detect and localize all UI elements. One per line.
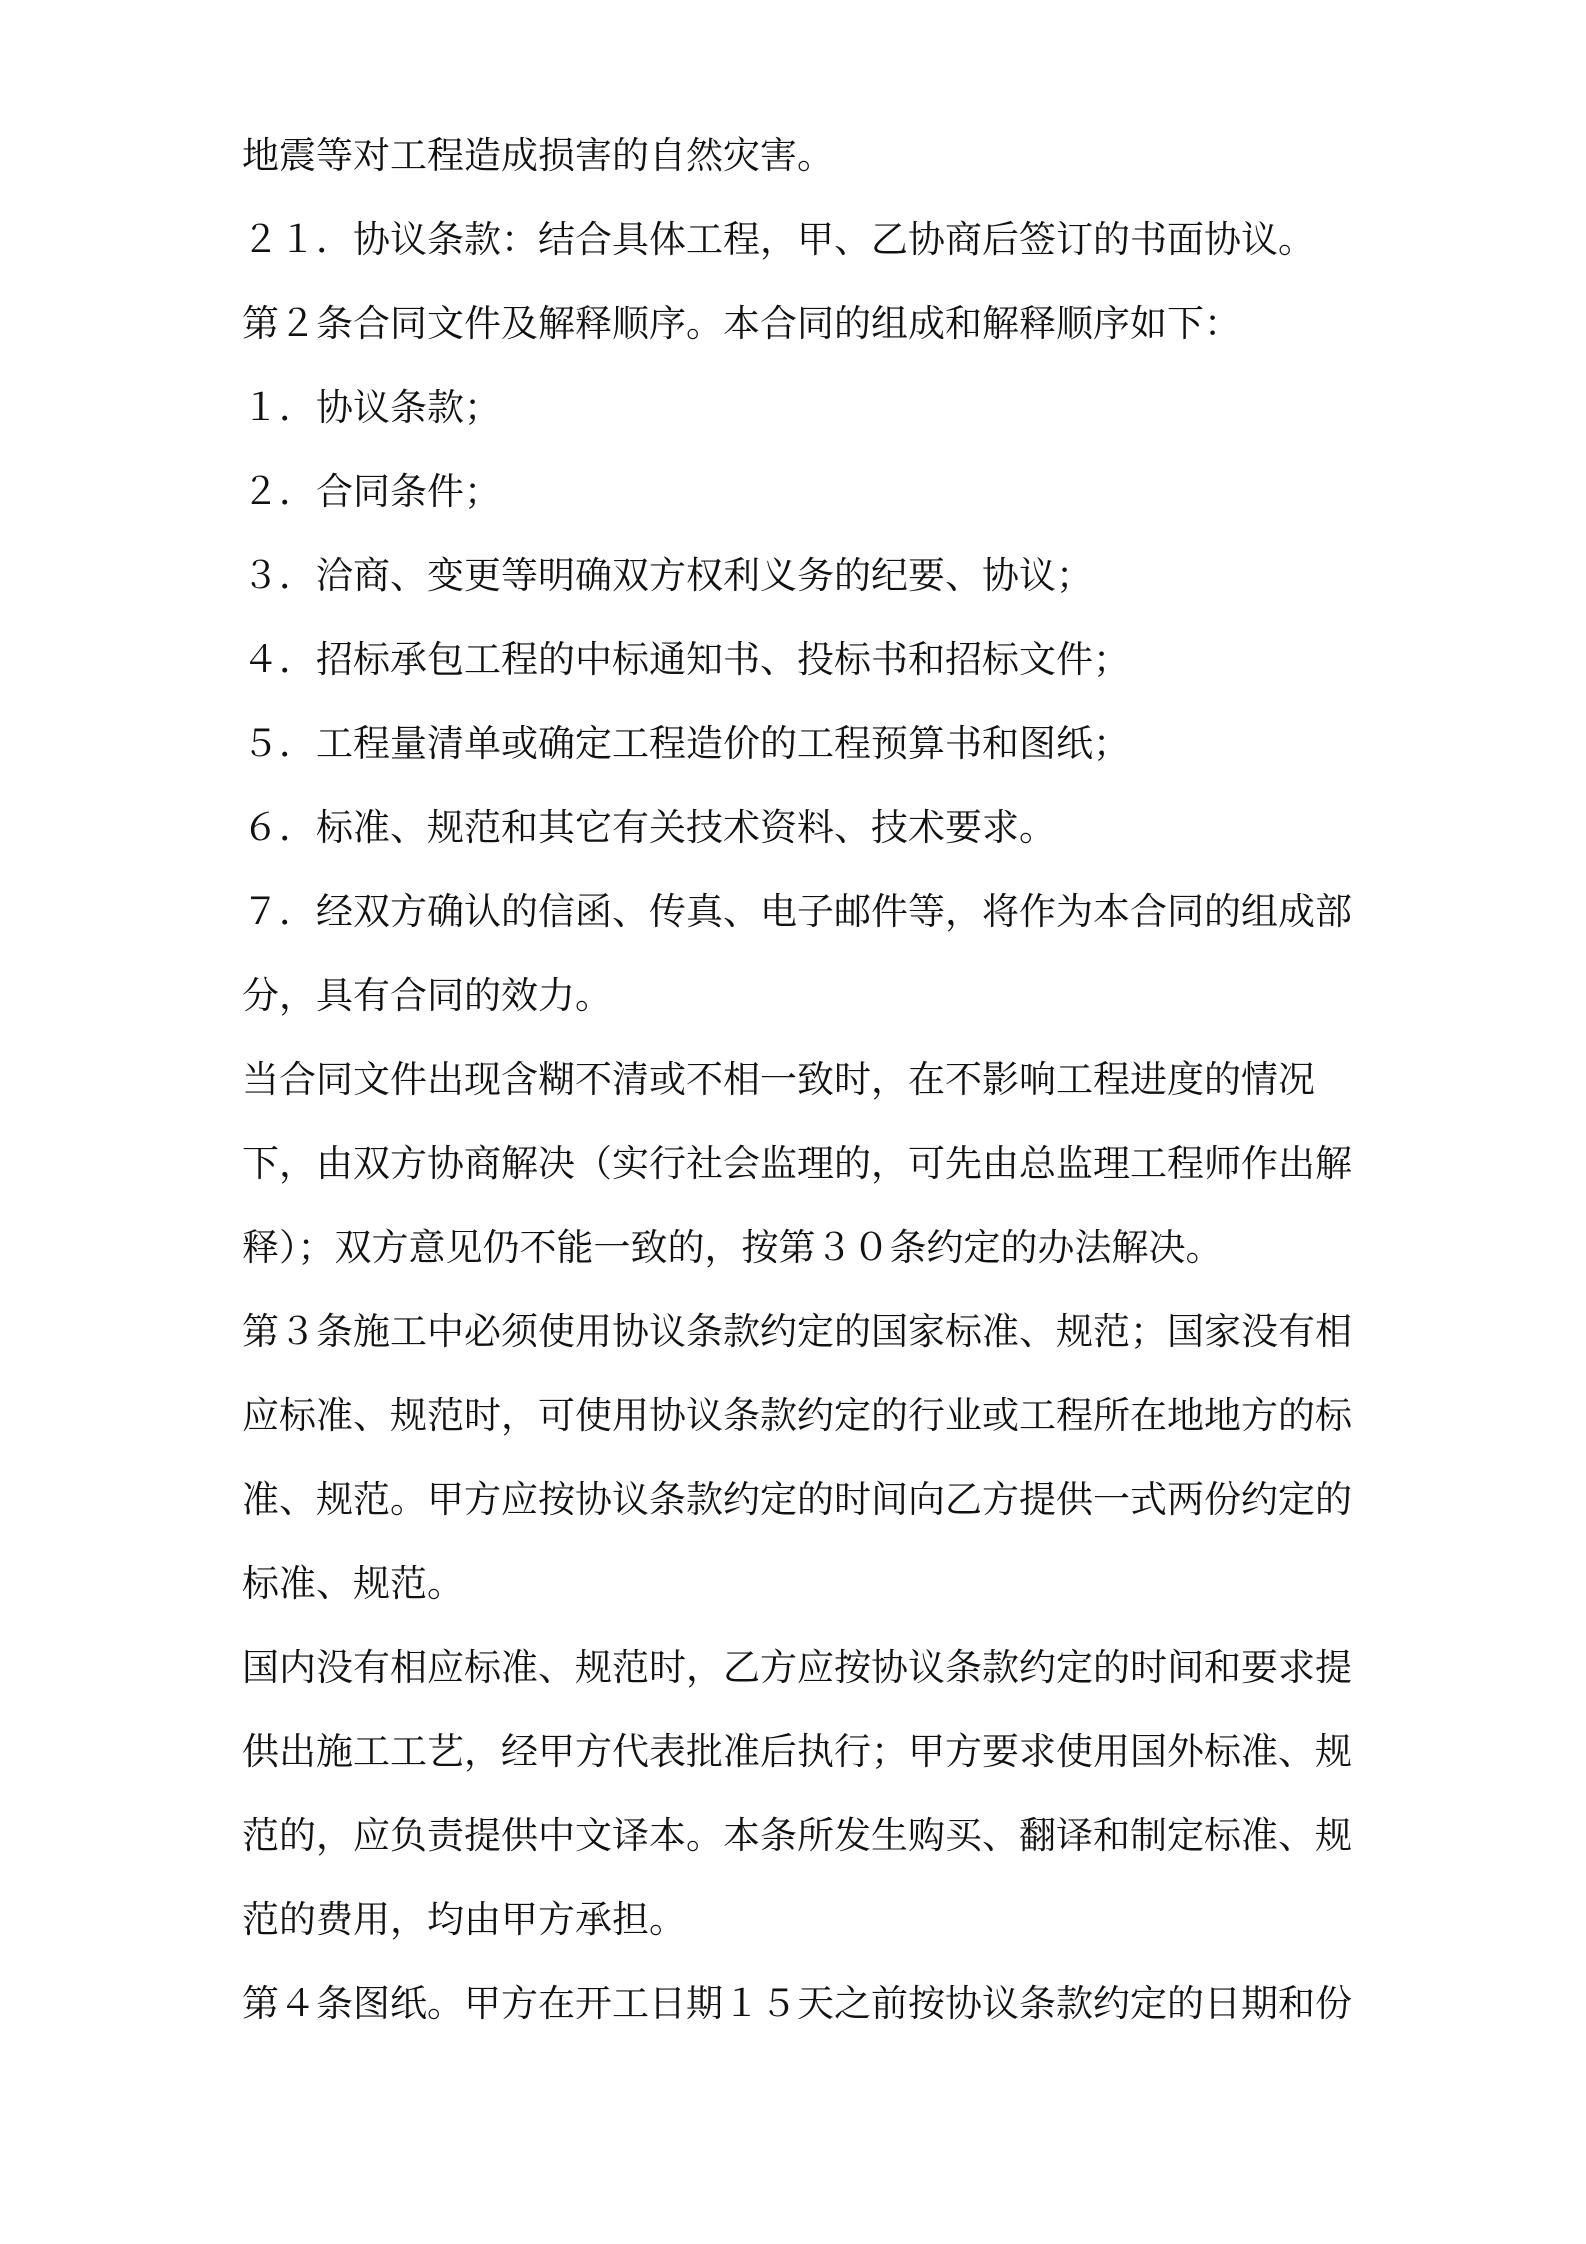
text-line: 下，由双方协商解决（实行社会监理的，可先由总监理工程师作出解	[242, 1142, 1352, 1185]
text-line: １．协议条款；	[242, 386, 501, 429]
text-line: 准、规范。甲方应按协议条款约定的时间向乙方提供一式两份约定的	[242, 1478, 1352, 1521]
text-line: 国内没有相应标准、规范时，乙方应按协议条款约定的时间和要求提	[242, 1646, 1352, 1689]
text-line: 第４条图纸。甲方在开工日期１５天之前按协议条款约定的日期和份	[242, 1982, 1352, 2025]
text-line: 范的，应负责提供中文译本。本条所发生购买、翻译和制定标准、规	[242, 1814, 1352, 1857]
text-line: 标准、规范。	[242, 1562, 464, 1605]
text-line: 当合同文件出现含糊不清或不相一致时，在不影响工程进度的情况	[242, 1058, 1315, 1101]
text-line: 第３条施工中必须使用协议条款约定的国家标准、规范；国家没有相	[242, 1310, 1352, 1353]
document-body	[242, 126, 1362, 2058]
text-line: 范的费用，均由甲方承担。	[242, 1898, 686, 1941]
text-line: ３．洽商、变更等明确双方权利义务的纪要、协议；	[242, 554, 1093, 597]
text-line: 应标准、规范时，可使用协议条款约定的行业或工程所在地地方的标	[242, 1394, 1352, 1437]
text-line: 供出施工工艺，经甲方代表批准后执行；甲方要求使用国外标准、规	[242, 1730, 1352, 1773]
text-line: ５．工程量清单或确定工程造价的工程预算书和图纸；	[242, 722, 1130, 765]
text-line: 地震等对工程造成损害的自然灾害。	[242, 134, 834, 177]
text-line: ２．合同条件；	[242, 470, 501, 513]
text-line: ６．标准、规范和其它有关技术资料、技术要求。	[242, 806, 1056, 849]
text-line: 分，具有合同的效力。	[242, 974, 612, 1017]
text-line: ４．招标承包工程的中标通知书、投标书和招标文件；	[242, 638, 1130, 681]
text-line: ７．经双方确认的信函、传真、电子邮件等，将作为本合同的组成部	[242, 890, 1352, 933]
text-line: ２１．协议条款：结合具体工程，甲、乙协商后签订的书面协议。	[242, 218, 1315, 261]
text-line: 第２条合同文件及解释顺序。本合同的组成和解释顺序如下：	[242, 302, 1241, 345]
text-line: 释）；双方意见仍不能一致的，按第３０条约定的办法解决。	[242, 1226, 1223, 1269]
